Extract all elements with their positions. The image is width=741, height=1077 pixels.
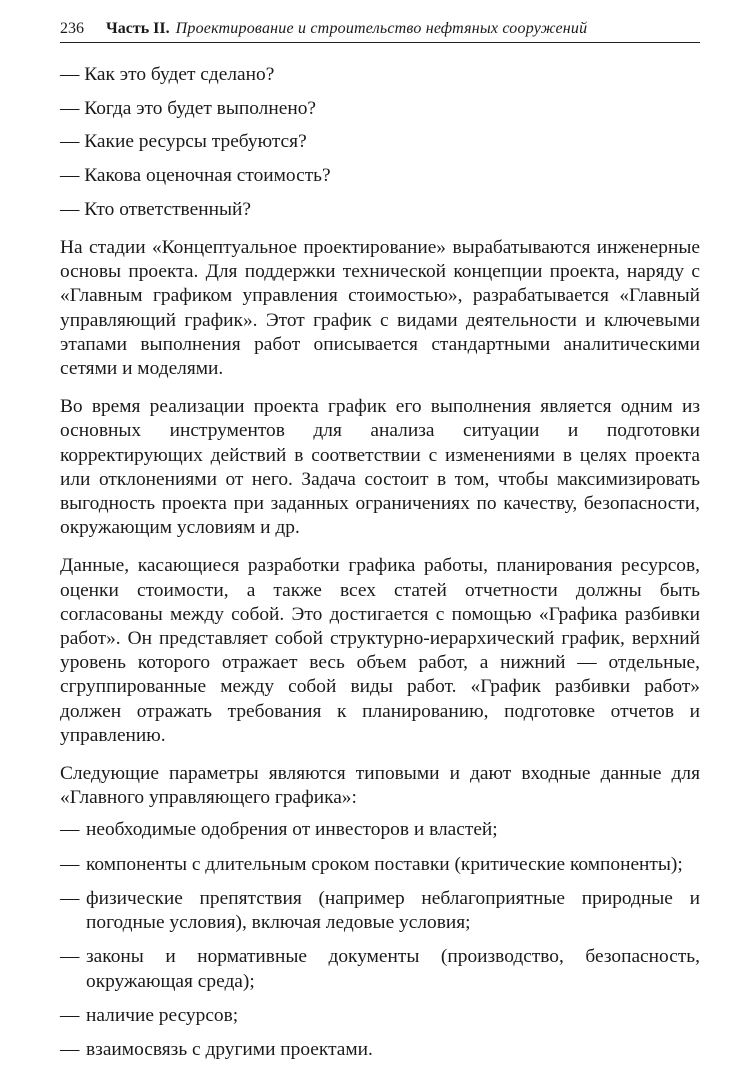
- parameter-item: [60, 853, 700, 877]
- parameter-item: [60, 887, 700, 935]
- paragraph-project-execution: Во время реализации проекта график его выполнения является одним из основных инструментов для анализа ситуации и подготовки корректирующих действий в соответствии с изменениями в целях проекта или отклонениями от него. Задача состоит в том, чтобы максимизировать выгодность проекта при заданных ограничениях по качеству, безопасности, окружающим условиям и др.: [60, 396, 700, 539]
- parameter-item: [60, 1038, 700, 1062]
- part-title: Проектирование и строительство нефтяных сооружений: [175, 20, 588, 37]
- question-item: — Кто ответственный?: [60, 198, 251, 220]
- parameter-text: компоненты с длительным сроком поставки (критические компоненты);: [86, 853, 683, 875]
- list-dash: —: [60, 1004, 80, 1026]
- list-dash: —: [60, 1038, 80, 1060]
- parameter-text: взаимосвязь с другими проектами.: [86, 1038, 373, 1060]
- list-dash: —: [60, 853, 80, 875]
- running-header: [60, 18, 700, 43]
- list-dash: —: [60, 946, 80, 968]
- question-item: — Какова оценочная стоимость?: [60, 165, 331, 187]
- question-item: — Как это будет сделано?: [60, 64, 275, 85]
- list-dash: —: [60, 819, 80, 841]
- part-label: Часть II.: [106, 20, 170, 37]
- book-page: [60, 18, 700, 1072]
- question-item: — Какие ресурсы требуются?: [60, 131, 307, 153]
- question-item: — Когда это будет выполнено?: [60, 97, 317, 119]
- question-list: [60, 63, 700, 222]
- paragraph-parameters-intro: Следующие параметры являются типовыми и дают входные данные для «Главного управляющего графика»:: [60, 763, 700, 809]
- parameter-item: [60, 1004, 700, 1028]
- parameter-text: необходимые одобрения от инвесторов и властей;: [86, 819, 498, 841]
- list-dash: —: [60, 887, 80, 909]
- parameter-item: [60, 945, 700, 993]
- paragraph-conceptual-design: На стадии «Концептуальное проектирование» вырабатываются инженерные основы проекта. Для поддержки технической концепции проекта, наряду с «Главным графиком управления стоимостью», разрабатывается «Главный управляющий график». Этот график с видами деятельности и ключевыми этапами выполнения работ описывается стандартными аналитическими сетями и моделями.: [60, 237, 700, 380]
- parameter-item: [60, 818, 700, 842]
- paragraph-work-breakdown: Данные, касающиеся разработки графика работы, планирования ресурсов, оценки стоимости, а также всех статей отчетности должны быть согласованы между собой. Это достигается с помощью «Графика разбивки работ». Он представляет собой структурно-иерархический график, верхний уровень которого отражает весь объем работ, а нижний — отдельные, сгруппированные между собой виды работ. «График разбивки работ» должен отражать требования к планированию, подготовке отчетов и управлению.: [60, 555, 700, 746]
- parameter-text: законы и нормативные документы (производство, безопасность, окружающая среда);: [86, 946, 700, 992]
- page-body: [60, 63, 700, 1062]
- page-number: 236: [60, 20, 84, 37]
- parameter-text: наличие ресурсов;: [86, 1004, 239, 1026]
- parameter-list: [60, 818, 700, 1062]
- parameter-text: физические препятствия (например неблагоприятные природные и погодные условия), включая ледовые условия;: [86, 887, 700, 934]
